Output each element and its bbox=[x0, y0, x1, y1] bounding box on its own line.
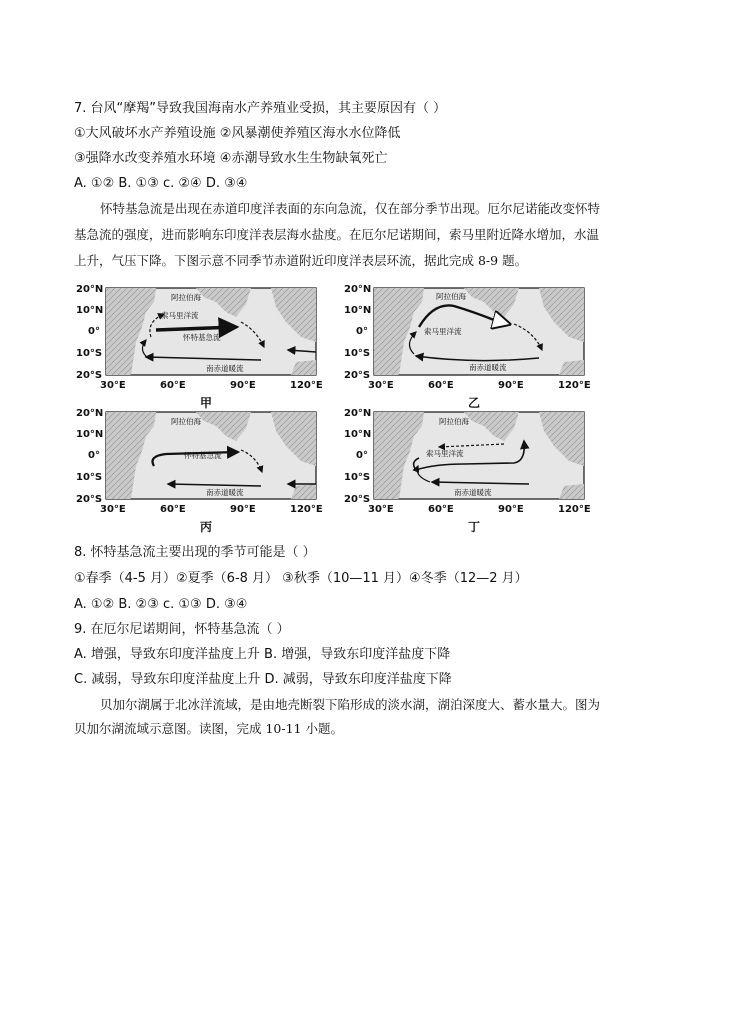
map-panel-bing bbox=[76, 406, 326, 534]
passage1-line3: 上升，气压下降。下图示意不同季节赤道附近印度洋表层环流，据此完成 8-9 题。 bbox=[74, 253, 528, 268]
label-somali-current: 索马里洋流 bbox=[424, 327, 462, 336]
q9-options-row2: C. 减弱，导致东印度洋盐度上升 D. 减弱，导致东印度洋盐度下降 bbox=[74, 672, 452, 687]
lat-label-0: 0° bbox=[88, 326, 100, 337]
label-arabian-sea: 阿拉伯海 bbox=[436, 292, 466, 301]
label-arabian-sea: 阿拉伯海 bbox=[439, 417, 469, 426]
q8-stem: 8. 怀特基急流主要出现的季节可能是（ ） bbox=[74, 545, 316, 560]
q7-choices-row2: ③强降水改变养殖水环境 ④赤潮导致水生生物缺氧死亡 bbox=[74, 151, 388, 166]
map-ding-figure bbox=[344, 406, 594, 526]
lon-label-90e: 90°E bbox=[230, 504, 256, 515]
lat-label-20n: 20°N bbox=[76, 284, 104, 295]
label-south-eq-current: 南赤道暖流 bbox=[469, 363, 507, 372]
label-south-eq-current: 南赤道暖流 bbox=[206, 488, 244, 497]
lon-label-120e: 120°E bbox=[558, 380, 591, 391]
q7-stem: 7. 台风“摩羯”导致我国海南水产养殖业受损，其主要原因有（ ） bbox=[74, 101, 447, 116]
q9-stem: 9. 在厄尔尼诺期间，怀特基急流（ ） bbox=[74, 622, 290, 637]
map-jia-figure bbox=[76, 282, 326, 402]
map-panel-yi bbox=[344, 282, 594, 410]
label-wyrtki-jet: 怀特基急流 bbox=[183, 333, 221, 342]
lon-label-90e: 90°E bbox=[498, 380, 524, 391]
lon-label-30e: 30°E bbox=[368, 504, 394, 515]
label-arabian-sea: 阿拉伯海 bbox=[171, 417, 201, 426]
lon-label-30e: 30°E bbox=[368, 380, 394, 391]
passage2-line2: 贝加尔湖流域示意图。读图，完成 10-11 小题。 bbox=[74, 721, 343, 736]
map-panel-jia bbox=[76, 282, 326, 410]
lat-label-10n: 10°N bbox=[344, 305, 372, 316]
passage1-line2: 基急流的强度，进而影响东印度洋表层海水盐度。在厄尔尼诺期间，索马里附近降水增加，水温 bbox=[74, 227, 600, 242]
lat-label-20s: 20°S bbox=[76, 370, 103, 381]
label-south-eq-current: 南赤道暖流 bbox=[206, 364, 244, 373]
label-arabian-sea: 阿拉伯海 bbox=[171, 293, 201, 302]
map-bing-figure bbox=[76, 406, 326, 526]
passage1-line1: 怀特基急流是出现在赤道印度洋表面的东向急流，仅在部分季节出现。厄尔尼诺能改变怀特 bbox=[100, 201, 601, 216]
lat-label-20n: 20°N bbox=[344, 284, 372, 295]
lat-label-0: 0° bbox=[356, 326, 368, 337]
lat-label-0: 0° bbox=[88, 450, 100, 461]
lat-label-10n: 10°N bbox=[76, 429, 104, 440]
lon-label-60e: 60°E bbox=[428, 380, 454, 391]
lon-label-90e: 90°E bbox=[498, 504, 524, 515]
q7-choices-row1: ①大风破坏水产养殖设施 ②风暴潮使养殖区海水水位降低 bbox=[74, 126, 401, 141]
lat-label-20n: 20°N bbox=[76, 408, 104, 419]
lat-label-20n: 20°N bbox=[344, 408, 372, 419]
label-south-eq-current: 南赤道暖流 bbox=[454, 488, 492, 497]
label-somali-current: 索马里洋流 bbox=[161, 311, 199, 320]
map-panel-ding bbox=[344, 406, 594, 534]
lon-label-30e: 30°E bbox=[100, 380, 126, 391]
lat-label-10s: 10°S bbox=[76, 472, 103, 483]
lat-label-20s: 20°S bbox=[344, 370, 371, 381]
lon-label-60e: 60°E bbox=[160, 504, 186, 515]
lat-label-0: 0° bbox=[356, 450, 368, 461]
lat-label-10s: 10°S bbox=[344, 348, 371, 359]
lon-label-30e: 30°E bbox=[100, 504, 126, 515]
lat-label-10n: 10°N bbox=[344, 429, 372, 440]
lat-label-10s: 10°S bbox=[344, 472, 371, 483]
lon-label-120e: 120°E bbox=[290, 380, 323, 391]
q8-choices-row1: ①春季（4-5 月）②夏季（6-8 月） ③秋季（10—11 月）④冬季（12—2 月） bbox=[74, 571, 528, 586]
caption-ding: 丁 bbox=[467, 520, 480, 534]
map-yi-figure bbox=[344, 282, 594, 402]
label-somali-current: 索马里洋流 bbox=[426, 449, 464, 458]
lon-label-60e: 60°E bbox=[428, 504, 454, 515]
lon-label-120e: 120°E bbox=[290, 504, 323, 515]
lat-label-20s: 20°S bbox=[76, 494, 103, 505]
q8-options: A. ①② B. ②③ c. ①③ D. ③④ bbox=[74, 597, 248, 612]
q9-options-row1: A. 增强，导致东印度洋盐度上升 B. 增强，导致东印度洋盐度下降 bbox=[74, 647, 451, 662]
caption-jia: 甲 bbox=[199, 396, 212, 410]
lat-label-10s: 10°S bbox=[76, 348, 103, 359]
lat-label-20s: 20°S bbox=[344, 494, 371, 505]
lon-label-60e: 60°E bbox=[160, 380, 186, 391]
caption-bing: 丙 bbox=[199, 520, 212, 534]
q7-options: A. ①② B. ①③ c. ②④ D. ③④ bbox=[74, 176, 248, 191]
lon-label-90e: 90°E bbox=[230, 380, 256, 391]
lon-label-120e: 120°E bbox=[558, 504, 591, 515]
lat-label-10n: 10°N bbox=[76, 305, 104, 316]
caption-yi: 乙 bbox=[467, 396, 480, 410]
passage2-line1: 贝加尔湖属于北冰洋流域，是由地壳断裂下陷形成的淡水湖，湖泊深度大、蓄水量大。图为 bbox=[100, 697, 601, 712]
label-wyrtki-jet: 怀特基急流 bbox=[184, 451, 222, 460]
